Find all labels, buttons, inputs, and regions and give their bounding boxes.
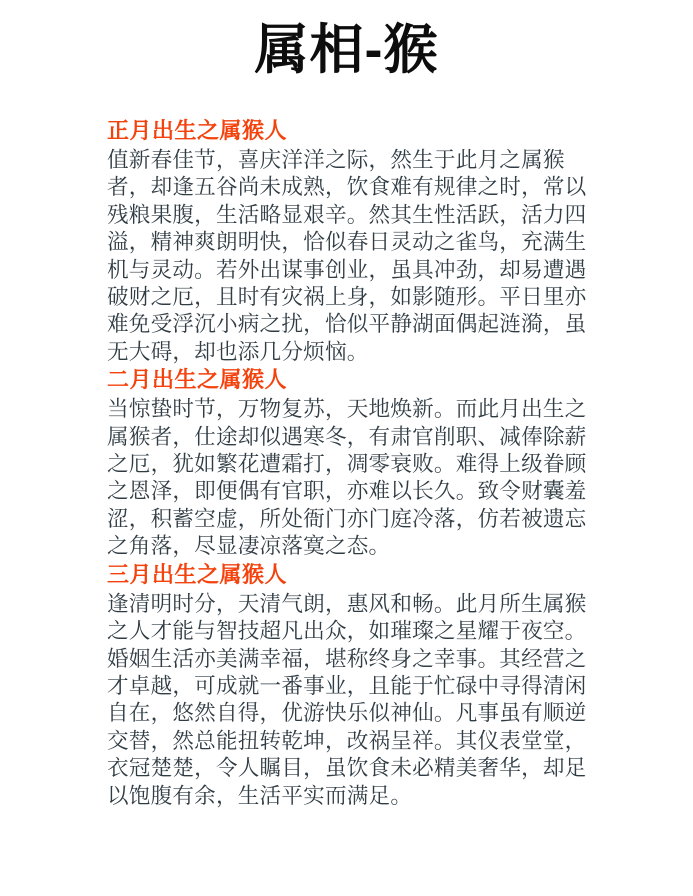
section-body-month-3: 逢清明时分，天清气朗，惠风和畅。此月所生属猴之人才能与智技超凡出众，如璀璨之星耀于夜空。婚姻生活亦美满幸福，堪称终身之幸事。其经营之才卓越，可成就一番事业，且能于忙碌中寻得清闲自在，悠然自得，优游快乐似神仙。凡事虽有顺逆交替，然总能扭转乾坤，改祸呈祥。其仪表堂堂，衣冠楚楚，令人瞩目，虽饮食未必精美奢华，却足以饱腹有余，生活平实而满足。 [107, 590, 587, 808]
section-month-3 [107, 560, 595, 809]
section-month-1 [107, 116, 595, 365]
section-heading-month-1: 正月出生之属猴人 [107, 118, 288, 143]
page-title: 属相-猴 [254, 20, 439, 80]
section-body-month-1: 值新春佳节，喜庆洋洋之际，然生于此月之属猴者，却逢五谷尚未成熟，饮食难有规律之时，常以残粮果腹，生活略显艰辛。然其生性活跃，活力四溢，精神爽朗明快，恰似春日灵动之雀鸟，充满生机与灵动。若外出谋事创业，虽具冲劲，却易遭遇破财之厄，且时有灾祸上身，如影随形。平日里亦难免受浮沉小病之扰，恰似平静湖面偶起涟漪，虽无大碍，却也添几分烦恼。 [107, 147, 587, 364]
content [107, 116, 595, 809]
section-heading-month-2: 二月出生之属猴人 [107, 367, 288, 393]
section-body-month-2: 当惊蛰时节，万物复苏，天地焕新。而此月出生之属猴者，仕途却似遇寒冬，有肃官削职、减俸除薪之厄，犹如繁花遭霜打，凋零衰败。难得上级眷顾之恩泽，即便偶有官职，亦难以长久。致令财囊羞涩，积蓄空虚，所处衙门亦门庭冷落，仿若被遗忘之角落，尽显凄凉落寞之态。 [107, 396, 587, 559]
section-heading-month-3: 三月出生之属猴人 [107, 561, 288, 587]
section-month-2 [107, 365, 595, 559]
